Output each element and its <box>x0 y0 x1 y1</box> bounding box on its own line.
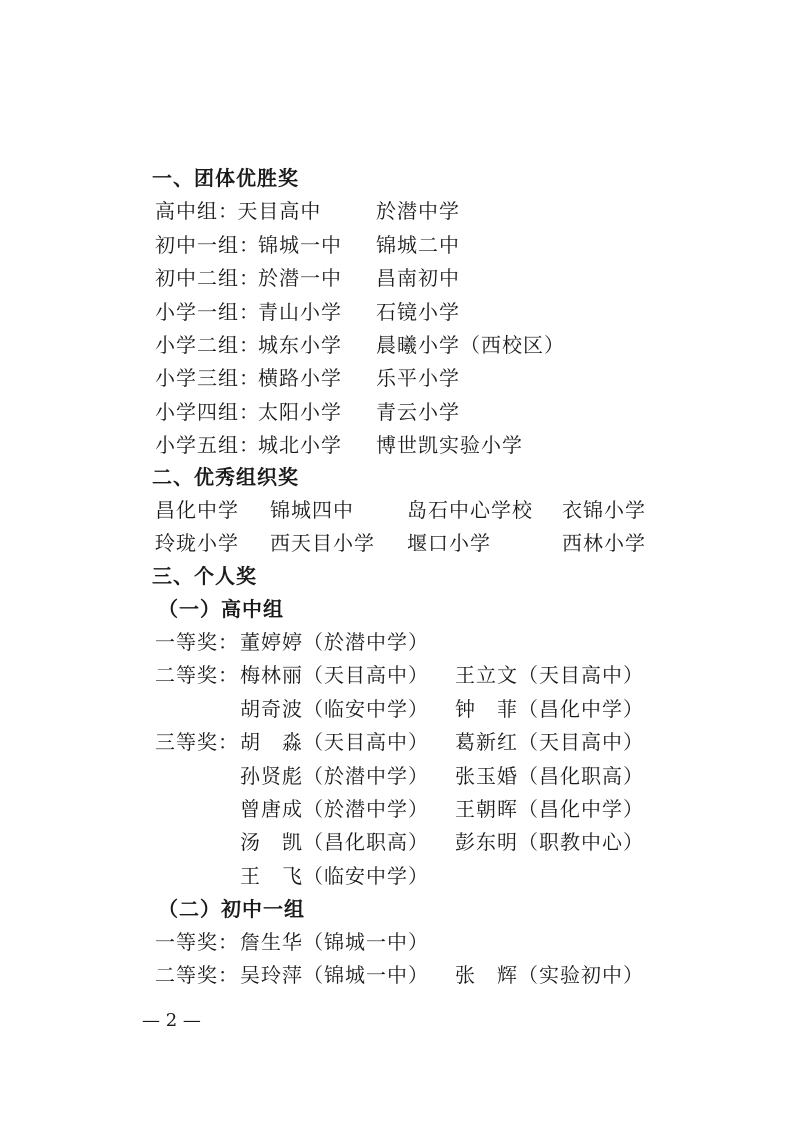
award-winner: 曾唐成（於潜中学） <box>240 797 429 821</box>
award-winner: 胡奇波（临安中学） <box>240 696 429 721</box>
award-winner: 彭东明（职教中心） <box>455 830 644 855</box>
team-award-school: 城北小学 <box>258 433 342 458</box>
award-winner: 詹生华（锦城一中） <box>240 930 429 954</box>
subsection-title: （一）高中组 <box>158 597 284 621</box>
group-label: 小学一组： <box>155 299 260 324</box>
section-2-heading: 二、优秀组织奖 <box>152 465 299 489</box>
award-level-label: 一等奖： <box>155 930 239 954</box>
award-winner: 吴玲萍（锦城一中） <box>240 963 429 988</box>
section-3-heading: 三、个人奖 <box>152 564 257 588</box>
team-award-school: 横路小学 <box>258 366 342 391</box>
organization-award-school: 衣锦小学 <box>562 498 646 522</box>
team-award-school: 於潜一中 <box>258 266 342 291</box>
section-1-heading: 一、团体优胜奖 <box>152 166 299 190</box>
organization-award-school: 玲珑小学 <box>155 531 239 555</box>
team-award-school: 晨曦小学（西校区） <box>376 333 565 357</box>
page-number: — 2 — <box>142 1010 201 1031</box>
award-level-label: 三等奖： <box>155 730 239 755</box>
group-label: 小学五组： <box>155 433 260 458</box>
organization-award-school: 堰口小学 <box>407 531 491 555</box>
group-label: 初中二组： <box>155 266 260 291</box>
award-level-label: 二等奖： <box>155 663 239 688</box>
organization-award-school: 岛石中心学校 <box>407 498 533 522</box>
organization-award-school: 昌化中学 <box>155 498 239 522</box>
group-label: 小学二组： <box>155 333 260 357</box>
award-winner: 张玉婚（昌化职高） <box>455 763 644 788</box>
team-award-school: 青云小学 <box>376 399 460 424</box>
team-award-school: 於潜中学 <box>376 199 460 224</box>
award-winner: 王立文（天目高中） <box>455 663 644 688</box>
award-winner: 王朝晖（昌化中学） <box>455 797 644 821</box>
team-award-school: 昌南初中 <box>376 266 460 291</box>
award-winner: 胡 淼（天目高中） <box>240 730 429 755</box>
team-award-school: 天目高中 <box>237 199 322 224</box>
award-winner: 张 辉（实验初中） <box>455 963 644 988</box>
award-winner: 孙贤彪（於潜中学） <box>240 763 429 788</box>
award-winner: 董婷婷（於潜中学） <box>240 630 429 654</box>
team-award-school: 城东小学 <box>258 333 342 357</box>
team-award-school: 乐平小学 <box>376 366 460 391</box>
group-label: 小学三组： <box>155 366 260 391</box>
award-level-label: 一等奖： <box>155 630 239 654</box>
subsection-title: （二）初中一组 <box>158 897 305 921</box>
award-level-label: 二等奖： <box>155 963 239 988</box>
group-label: 小学四组： <box>155 399 260 424</box>
award-winner: 钟 菲（昌化中学） <box>455 696 644 721</box>
team-award-school: 锦城二中 <box>376 232 460 257</box>
team-award-school: 博世凯实验小学 <box>376 433 523 458</box>
team-award-school: 青山小学 <box>258 299 342 324</box>
team-award-school: 石镜小学 <box>376 299 460 324</box>
group-label: 初中一组： <box>155 232 260 257</box>
organization-award-school: 锦城四中 <box>270 498 354 522</box>
group-label: 高中组： <box>155 199 239 224</box>
organization-award-school: 西天目小学 <box>270 531 375 555</box>
award-winner: 王 飞（临安中学） <box>240 863 429 888</box>
organization-award-school: 西林小学 <box>562 531 646 555</box>
team-award-school: 太阳小学 <box>258 399 342 424</box>
award-winner: 葛新红（天目高中） <box>455 730 644 755</box>
award-winner: 汤 凯（昌化职高） <box>240 830 429 855</box>
team-award-school: 锦城一中 <box>258 232 342 257</box>
award-winner: 梅林丽（天目高中） <box>240 663 429 688</box>
